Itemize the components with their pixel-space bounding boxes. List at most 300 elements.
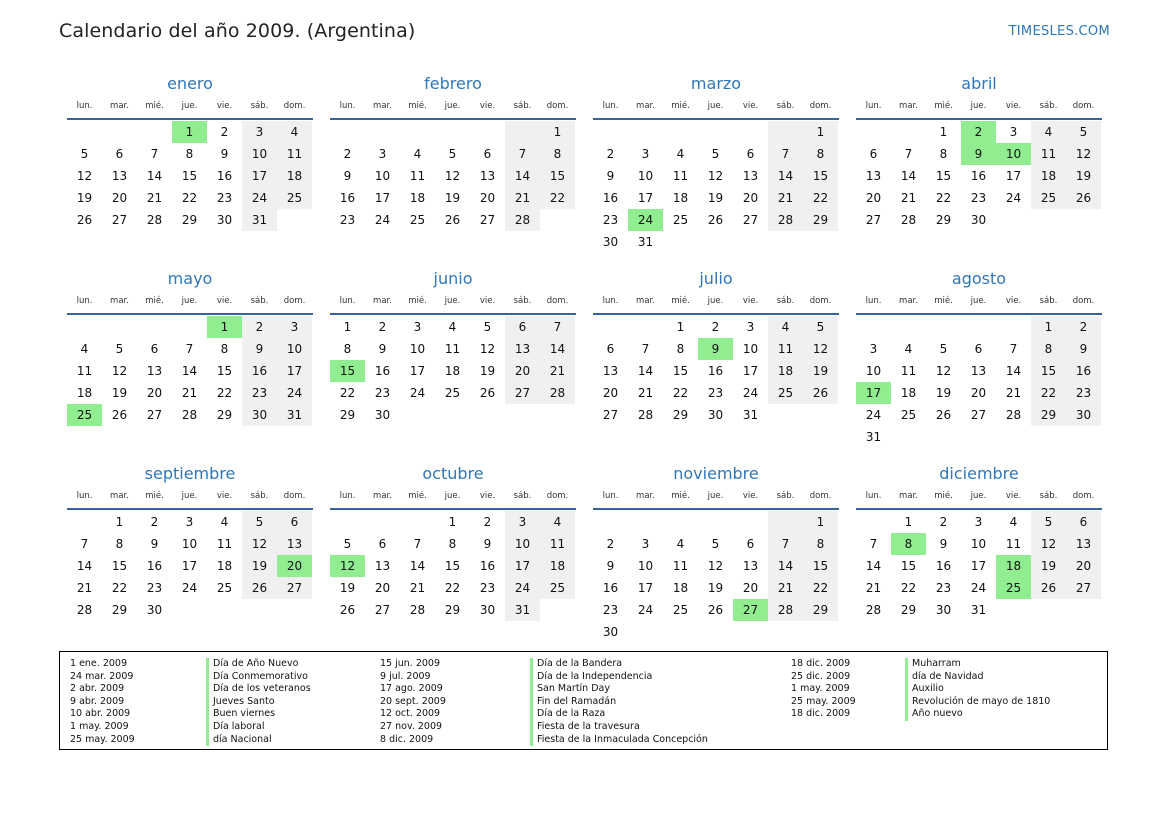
- day-cell: 20: [602, 386, 619, 400]
- day-cell: 25: [672, 603, 689, 617]
- day-cell: 12: [1066, 143, 1101, 165]
- days-grid: [593, 316, 839, 426]
- day-cell: 23: [216, 191, 233, 205]
- empty-cell: [926, 426, 961, 448]
- day-cell: 7: [869, 537, 878, 551]
- day-cell: 9: [378, 342, 387, 356]
- day-cell: 14: [76, 559, 93, 573]
- month-title: agosto: [951, 269, 1007, 288]
- day-cell: 25: [444, 386, 461, 400]
- weekday-label: jue.: [181, 101, 198, 111]
- day-cell: 28: [146, 213, 163, 227]
- empty-cell: [628, 621, 663, 643]
- day-cell: 7: [413, 537, 422, 551]
- holiday-entry: día Nacional: [213, 733, 272, 745]
- day-cell: 22: [444, 581, 461, 595]
- day-cell: 1: [540, 121, 575, 143]
- empty-cell: [1066, 209, 1101, 231]
- day-cell: 16: [970, 169, 987, 183]
- holiday-day-cell: 25: [67, 404, 102, 426]
- day-cell: 5: [80, 147, 89, 161]
- days-grid: [330, 121, 576, 231]
- day-cell: 25: [900, 408, 917, 422]
- day-cell: 18: [409, 191, 426, 205]
- empty-cell: [856, 316, 891, 338]
- day-cell: 18: [216, 559, 233, 573]
- holiday-entry: 18 dic. 2009: [791, 658, 851, 669]
- weekday-label: sáb.: [513, 491, 532, 501]
- site-logo[interactable]: TIMESLES.COM: [1008, 24, 1110, 39]
- day-cell: 12: [935, 364, 952, 378]
- day-cell: 17: [181, 559, 198, 573]
- weekday-label: vie.: [1005, 491, 1022, 501]
- weekday-label: jue.: [970, 491, 987, 501]
- day-cell: 21: [637, 386, 654, 400]
- day-cell: 25: [216, 581, 233, 595]
- day-cell: 4: [80, 342, 89, 356]
- day-cell: 21: [768, 187, 803, 209]
- holiday-entry: 1 may. 2009: [70, 720, 129, 732]
- day-cell: 15: [803, 165, 838, 187]
- weekday-label: mar.: [110, 491, 129, 501]
- holiday-entry: día de Navidad: [912, 670, 984, 682]
- day-cell: 19: [1066, 165, 1101, 187]
- day-cell: 29: [216, 408, 233, 422]
- day-cell: 12: [707, 559, 724, 573]
- holiday-entry: 17 ago. 2009: [380, 683, 443, 695]
- day-cell: 22: [181, 191, 198, 205]
- weekday-label: mar.: [899, 491, 918, 501]
- empty-cell: [961, 426, 996, 448]
- day-cell: 2: [1066, 316, 1101, 338]
- day-cell: 1: [803, 511, 838, 533]
- day-cell: 3: [242, 121, 277, 143]
- day-cell: 3: [378, 147, 387, 161]
- month-noviembre: [593, 462, 839, 657]
- day-cell: 10: [970, 537, 987, 551]
- holiday-entry: Fin del Ramadán: [537, 695, 617, 707]
- weekday-label: lun.: [602, 101, 619, 111]
- day-cell: 28: [1005, 408, 1022, 422]
- day-cell: 24: [409, 386, 426, 400]
- weekday-label: mar.: [373, 491, 392, 501]
- day-cell: 8: [1031, 338, 1066, 360]
- day-cell: 30: [602, 625, 619, 639]
- day-cell: 25: [1031, 187, 1066, 209]
- day-cell: 10: [865, 364, 882, 378]
- day-cell: 5: [242, 511, 277, 533]
- day-cell: 28: [181, 408, 198, 422]
- day-cell: 9: [343, 169, 352, 183]
- month-title: octubre: [422, 464, 484, 483]
- holiday-entry: 9 abr. 2009: [70, 695, 125, 707]
- day-cell: 5: [939, 342, 948, 356]
- holiday-entry: Buen viernes: [213, 708, 276, 720]
- day-cell: 10: [637, 169, 654, 183]
- day-cell: 9: [220, 147, 229, 161]
- day-cell: 20: [505, 360, 540, 382]
- day-cell: 1: [1031, 316, 1066, 338]
- weekday-label: jue.: [444, 101, 461, 111]
- empty-cell: [891, 316, 926, 338]
- holiday-entry: Día de la Raza: [537, 708, 606, 720]
- empty-cell: [67, 511, 102, 533]
- day-cell: 24: [374, 213, 391, 227]
- month-agosto: [856, 267, 1102, 462]
- day-cell: 23: [602, 603, 619, 617]
- day-cell: 25: [409, 213, 426, 227]
- day-cell: 15: [444, 559, 461, 573]
- day-cell: 16: [707, 364, 724, 378]
- day-cell: 19: [76, 191, 93, 205]
- holiday-names-col1: [206, 658, 311, 746]
- day-cell: 16: [339, 191, 356, 205]
- day-cell: 21: [540, 360, 575, 382]
- day-cell: 25: [540, 577, 575, 599]
- empty-cell: [593, 121, 628, 143]
- weekday-label: dom.: [283, 296, 306, 306]
- weekday-header: [330, 486, 576, 510]
- weekday-label: mié.: [671, 101, 690, 111]
- day-cell: 24: [742, 386, 759, 400]
- month-febrero: [330, 72, 576, 267]
- weekday-label: sáb.: [776, 491, 795, 501]
- day-cell: 27: [1066, 577, 1101, 599]
- weekday-label: dom.: [1072, 296, 1095, 306]
- empty-cell: [733, 121, 768, 143]
- weekday-label: sáb.: [250, 491, 269, 501]
- days-grid: [593, 121, 839, 253]
- day-cell: 25: [768, 382, 803, 404]
- day-cell: 4: [904, 342, 913, 356]
- weekday-label: jue.: [444, 491, 461, 501]
- holiday-entry: 18 dic. 2009: [791, 708, 851, 720]
- empty-cell: [277, 209, 312, 231]
- day-cell: 6: [115, 147, 124, 161]
- empty-cell: [172, 599, 207, 621]
- day-cell: 29: [111, 603, 128, 617]
- day-cell: 15: [540, 165, 575, 187]
- day-cell: 13: [742, 169, 759, 183]
- day-cell: 5: [448, 147, 457, 161]
- day-cell: 5: [483, 320, 492, 334]
- holiday-names-col2: [530, 658, 708, 746]
- day-cell: 18: [1031, 165, 1066, 187]
- day-cell: 2: [939, 515, 948, 529]
- day-cell: 30: [935, 603, 952, 617]
- empty-cell: [540, 404, 575, 426]
- day-cell: 7: [904, 147, 913, 161]
- day-cell: 13: [111, 169, 128, 183]
- day-cell: 30: [374, 408, 391, 422]
- day-cell: 12: [76, 169, 93, 183]
- day-cell: 24: [242, 187, 277, 209]
- holiday-entry: Fiesta de la Inmaculada Concepción: [537, 733, 708, 745]
- day-cell: 11: [409, 169, 426, 183]
- empty-cell: [505, 404, 540, 426]
- empty-cell: [628, 316, 663, 338]
- day-cell: 24: [970, 581, 987, 595]
- day-cell: 20: [111, 191, 128, 205]
- weekday-label: sáb.: [1039, 296, 1058, 306]
- day-cell: 13: [146, 364, 163, 378]
- day-cell: 30: [146, 603, 163, 617]
- months-grid: [67, 72, 1102, 657]
- day-cell: 15: [900, 559, 917, 573]
- day-cell: 16: [242, 360, 277, 382]
- weekday-label: dom.: [1072, 491, 1095, 501]
- day-cell: 2: [378, 320, 387, 334]
- weekday-label: jue.: [707, 101, 724, 111]
- day-cell: 14: [865, 559, 882, 573]
- day-cell: 22: [900, 581, 917, 595]
- day-cell: 31: [637, 235, 654, 249]
- day-cell: 18: [540, 555, 575, 577]
- day-cell: 18: [900, 386, 917, 400]
- day-cell: 4: [676, 537, 685, 551]
- weekday-label: vie.: [216, 101, 233, 111]
- day-cell: 21: [146, 191, 163, 205]
- day-cell: 10: [374, 169, 391, 183]
- day-cell: 4: [277, 121, 312, 143]
- days-grid: [856, 121, 1102, 231]
- holiday-entry: 10 abr. 2009: [70, 708, 131, 720]
- holiday-names-col3: [905, 658, 1050, 721]
- day-cell: 16: [216, 169, 233, 183]
- day-cell: 11: [216, 537, 233, 551]
- weekday-header: [330, 96, 576, 120]
- day-cell: 10: [742, 342, 759, 356]
- empty-cell: [698, 121, 733, 143]
- day-cell: 12: [111, 364, 128, 378]
- day-cell: 8: [115, 537, 124, 551]
- day-cell: 18: [277, 165, 312, 187]
- day-cell: 16: [1066, 360, 1101, 382]
- day-cell: 28: [505, 209, 540, 231]
- day-cell: 29: [935, 213, 952, 227]
- day-cell: 3: [1009, 125, 1018, 139]
- empty-cell: [698, 231, 733, 253]
- day-cell: 20: [742, 191, 759, 205]
- day-cell: 24: [181, 581, 198, 595]
- day-cell: 8: [939, 147, 948, 161]
- empty-cell: [926, 316, 961, 338]
- day-cell: 27: [277, 577, 312, 599]
- day-cell: 6: [606, 342, 615, 356]
- day-cell: 23: [935, 581, 952, 595]
- empty-cell: [628, 121, 663, 143]
- day-cell: 14: [1005, 364, 1022, 378]
- day-cell: 14: [540, 338, 575, 360]
- day-cell: 28: [900, 213, 917, 227]
- day-cell: 26: [707, 603, 724, 617]
- holiday-day-cell: 9: [698, 338, 733, 360]
- month-title: diciembre: [939, 464, 1019, 483]
- empty-cell: [540, 209, 575, 231]
- day-cell: 11: [768, 338, 803, 360]
- day-cell: 23: [374, 386, 391, 400]
- day-cell: 1: [343, 320, 352, 334]
- weekday-header: [593, 96, 839, 120]
- holiday-entry: 1 may. 2009: [791, 683, 850, 695]
- day-cell: 7: [150, 147, 159, 161]
- weekday-label: mar.: [110, 101, 129, 111]
- day-cell: 16: [374, 364, 391, 378]
- day-cell: 16: [146, 559, 163, 573]
- empty-cell: [400, 511, 435, 533]
- holiday-entry: 2 abr. 2009: [70, 683, 125, 695]
- holiday-day-cell: 25: [996, 577, 1031, 599]
- holiday-day-cell: 24: [628, 209, 663, 231]
- weekday-label: lun.: [602, 491, 619, 501]
- month-marzo: [593, 72, 839, 267]
- weekday-label: lun.: [865, 101, 882, 111]
- day-cell: 13: [374, 559, 391, 573]
- day-cell: 8: [803, 533, 838, 555]
- holiday-entry: 27 nov. 2009: [380, 720, 443, 732]
- day-cell: 2: [711, 320, 720, 334]
- holiday-entry: 25 may. 2009: [70, 733, 135, 745]
- weekday-label: mié.: [145, 101, 164, 111]
- weekday-label: mar.: [899, 296, 918, 306]
- day-cell: 30: [479, 603, 496, 617]
- weekday-label: jue.: [707, 296, 724, 306]
- weekday-label: sáb.: [776, 101, 795, 111]
- weekday-label: vie.: [742, 491, 759, 501]
- month-octubre: [330, 462, 576, 657]
- day-cell: 13: [505, 338, 540, 360]
- day-cell: 12: [707, 169, 724, 183]
- empty-cell: [435, 404, 470, 426]
- weekday-label: mar.: [110, 296, 129, 306]
- weekday-label: sáb.: [513, 101, 532, 111]
- weekday-label: mar.: [636, 101, 655, 111]
- day-cell: 29: [181, 213, 198, 227]
- day-cell: 26: [111, 408, 128, 422]
- empty-cell: [365, 121, 400, 143]
- day-cell: 14: [768, 555, 803, 577]
- day-cell: 22: [216, 386, 233, 400]
- day-cell: 29: [339, 408, 356, 422]
- days-grid: [856, 511, 1102, 621]
- day-cell: 4: [220, 515, 229, 529]
- days-grid: [593, 511, 839, 643]
- day-cell: 7: [80, 537, 89, 551]
- day-cell: 7: [505, 143, 540, 165]
- holiday-entry: San Martín Day: [537, 683, 610, 695]
- holiday-day-cell: 15: [330, 360, 365, 382]
- day-cell: 2: [150, 515, 159, 529]
- day-cell: 22: [803, 577, 838, 599]
- day-cell: 28: [637, 408, 654, 422]
- day-cell: 11: [672, 559, 689, 573]
- day-cell: 24: [637, 603, 654, 617]
- empty-cell: [663, 121, 698, 143]
- weekday-label: mié.: [408, 296, 427, 306]
- day-cell: 23: [970, 191, 987, 205]
- holiday-entry: 25 may. 2009: [791, 695, 856, 707]
- weekday-label: vie.: [479, 491, 496, 501]
- day-cell: 7: [768, 533, 803, 555]
- day-cell: 6: [746, 147, 755, 161]
- day-cell: 17: [637, 581, 654, 595]
- holiday-entry: 25 dic. 2009: [791, 670, 851, 682]
- empty-cell: [470, 404, 505, 426]
- day-cell: 3: [413, 320, 422, 334]
- day-cell: 19: [1031, 555, 1066, 577]
- empty-cell: [1066, 599, 1101, 621]
- month-title: junio: [433, 269, 473, 288]
- holiday-entry: Día de Año Nuevo: [213, 658, 299, 669]
- day-cell: 19: [707, 581, 724, 595]
- empty-cell: [891, 121, 926, 143]
- day-cell: 19: [111, 386, 128, 400]
- day-cell: 9: [939, 537, 948, 551]
- empty-cell: [1066, 426, 1101, 448]
- empty-cell: [961, 316, 996, 338]
- day-cell: 13: [602, 364, 619, 378]
- day-cell: 8: [448, 537, 457, 551]
- day-cell: 23: [602, 213, 619, 227]
- day-cell: 26: [1066, 187, 1101, 209]
- empty-cell: [470, 121, 505, 143]
- day-cell: 16: [602, 581, 619, 595]
- empty-cell: [137, 121, 172, 143]
- day-cell: 8: [540, 143, 575, 165]
- month-title: febrero: [424, 74, 482, 93]
- day-cell: 13: [479, 169, 496, 183]
- holiday-day-cell: 9: [961, 143, 996, 165]
- weekday-label: sáb.: [250, 296, 269, 306]
- empty-cell: [1031, 209, 1066, 231]
- weekday-label: sáb.: [1039, 491, 1058, 501]
- day-cell: 27: [865, 213, 882, 227]
- empty-cell: [768, 404, 803, 426]
- day-cell: 20: [146, 386, 163, 400]
- weekday-label: sáb.: [250, 101, 269, 111]
- day-cell: 7: [185, 342, 194, 356]
- weekday-label: lun.: [339, 101, 356, 111]
- empty-cell: [330, 121, 365, 143]
- day-cell: 8: [676, 342, 685, 356]
- empty-cell: [733, 511, 768, 533]
- holiday-entry: Día de los veteranos: [213, 683, 311, 695]
- weekday-label: jue.: [707, 491, 724, 501]
- empty-cell: [365, 511, 400, 533]
- holiday-entry: Día de la Independencia: [537, 670, 653, 682]
- empty-cell: [996, 316, 1031, 338]
- day-cell: 23: [146, 581, 163, 595]
- day-cell: 26: [935, 408, 952, 422]
- weekday-label: dom.: [546, 491, 569, 501]
- weekday-header: [330, 291, 576, 315]
- day-cell: 15: [672, 364, 689, 378]
- month-julio: [593, 267, 839, 462]
- weekday-label: sáb.: [776, 296, 795, 306]
- holiday-entry: 8 dic. 2009: [380, 733, 434, 745]
- day-cell: 21: [865, 581, 882, 595]
- day-cell: 10: [181, 537, 198, 551]
- day-cell: 15: [111, 559, 128, 573]
- day-cell: 10: [409, 342, 426, 356]
- day-cell: 15: [803, 555, 838, 577]
- day-cell: 27: [602, 408, 619, 422]
- month-enero: [67, 72, 313, 267]
- day-cell: 17: [277, 360, 312, 382]
- day-cell: 2: [606, 147, 615, 161]
- weekday-header: [67, 96, 313, 120]
- day-cell: 6: [869, 147, 878, 161]
